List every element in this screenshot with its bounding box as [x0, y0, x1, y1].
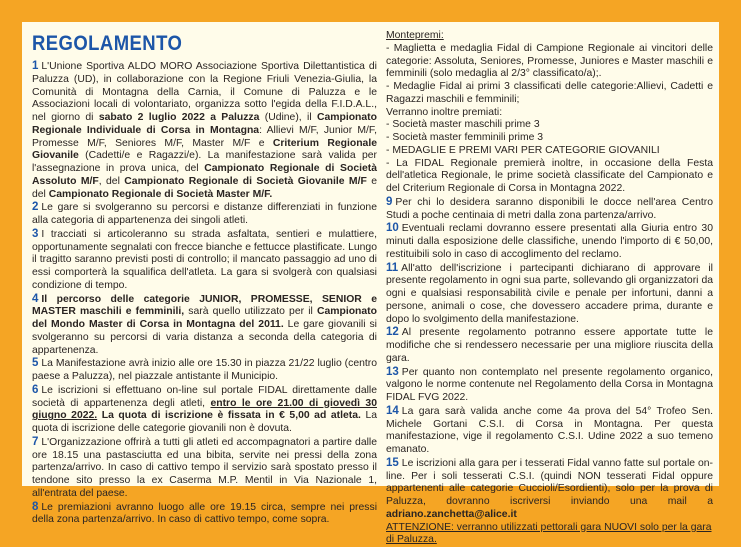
- rule-4: [32, 293, 377, 358]
- rule-number: 2: [32, 201, 38, 213]
- rule-text: Le iscrizioni alla gara per i tesserati Fidal vanno fatte sul portale on-line. Per i soli tesserati C.S.I. (quindi NON tesserati Fidal oppure appartenenti alle categorie Cuccioli/Esordienti), solo per la prova di Paluzza, dovranno iscriversi inviando una mail a adriano.zanchetta@alice.it: [386, 458, 713, 520]
- rule-8: [32, 501, 377, 528]
- rule-text: Le gare si svolgeranno su percorsi e distanze differenziati in funzione alla categoria di appartenenza dei singoli atleti.: [32, 202, 377, 226]
- rule-number: 4: [32, 293, 38, 305]
- rule-text: Al presente regolamento potranno essere apportate tutte le modifiche che si rendessero necessarie per una migliore riuscita della gara.: [386, 327, 713, 364]
- rule-5: [32, 357, 377, 384]
- prize-line: - Società master maschili prime 3: [386, 119, 713, 132]
- rule-number: 3: [32, 228, 38, 240]
- rule-text: Per quanto non contemplato nel presente regolamento organico, valgono le norme contenute nel Regolamento della Corsa in Montagna FIDAL FVG 2022.: [386, 367, 713, 404]
- rule-number: 1: [32, 60, 38, 72]
- rule-number: 13: [386, 366, 399, 378]
- rule-11: [386, 262, 713, 327]
- prize-line: - Medaglie Fidal ai primi 3 classificati delle categorie:Allievi, Cadetti e Ragazzi maschili e femminili;: [386, 81, 713, 107]
- rules-list-right: [386, 196, 713, 522]
- rule-number: 6: [32, 384, 38, 396]
- rule-14: [386, 405, 713, 457]
- prizes-section: [386, 30, 713, 196]
- rule-6: [32, 384, 377, 436]
- prize-line: - La FIDAL Regionale premierà inoltre, in occasione della Festa dell'atletica Regionale, le prime società classificate del Campionato e del Criterium Regionale di Corsa in Montagna 2022.: [386, 158, 713, 196]
- rule-text: I tracciati si articoleranno su strada asfaltata, sentieri e mulattiere, opportunamente segnalati con frecce bianche e fettucce plastificate. Lungo il tragitto saranno previsti posti di controllo; il mancato passaggio ad uno di essi comporterà la squalifica dell'atleta. La gara si svolgerà con qualsiasi condizione di tempo.: [32, 229, 377, 291]
- page-title: REGOLAMENTO: [32, 32, 336, 56]
- rule-number: 14: [386, 405, 399, 417]
- rule-1: [32, 60, 377, 201]
- rule-number: 8: [32, 501, 38, 513]
- rule-text: Le premiazioni avranno luogo alle ore 19.15 circa, sempre nei pressi della zona partenza/arrivo. In caso di cattivo tempo, come sopra.: [32, 502, 377, 526]
- rule-text: La gara sarà valida anche come 4a prova del 54° Trofeo Sen. Michele Gortani C.S.I. di Corsa in Montagna. Per questa manifestazione, vige il regolamento C.S.I. Udine 2022 a suo temeno emanato.: [386, 406, 713, 455]
- rule-10: [386, 222, 713, 261]
- attention-note: ATTENZIONE: verranno utilizzati pettorali gara NUOVI solo per la gara di Paluzza.: [386, 522, 713, 547]
- regolamento-sheet: [22, 22, 719, 486]
- left-column: [32, 22, 377, 527]
- rule-text: All'atto dell'iscrizione i partecipanti dichiarano di approvare il presente regolamento in ogni sua parte, sollevando gli organizzatori da ogni e qualsiasi responsabilità civile e penale per infortuni, danni a persone, animali o cose, che dovessero accadere prima, durante e dopo lo svolgimento della manifestazione.: [386, 263, 713, 325]
- prize-line: Verranno inoltre premiati:: [386, 107, 713, 120]
- rule-9: [386, 196, 713, 223]
- prize-line: - Maglietta e medaglia Fidal di Campione Regionale ai vincitori delle categorie: Assoluta, Seniores, Promesse, Juniores e Master maschili e femminili (solo medaglia al 2/3° classificato/a);.: [386, 43, 713, 81]
- rule-text: Per chi lo desidera saranno disponibili le docce nell'area Centro Studi a poche centinaia di metri dalla zona partenza/arrivo.: [386, 197, 713, 221]
- rule-number: 11: [386, 262, 398, 274]
- rule-13: [386, 366, 713, 405]
- rule-12: [386, 326, 713, 365]
- rule-text: L'Unione Sportiva ALDO MORO Associazione Sportiva Dilettantistica di Paluzza (UD), in collaborazione con la Regione Friuli Venezia-Giulia, la Comunità di Montagna della Carnia, il Comune di Paluzza e le Associazioni locali di volontariato, organizza sotto l'egida della F.I.D.A.L., nel giorno di sabato 2 luglio 2022 a Paluzza (Udine), il Campionato Regionale Individuale di Corsa in Montagna: Allievi M/F, Junior M/F, Promesse M/F, Seniores M/F, Master M/F e Criterium Regionale Giovanile (Cadetti/e e Ragazzi/e). La manifestazione sarà valida per l'assegnazione in prova unica, del Campionato Regionale di Società Assoluto M/F, del Campionato Regionale di Società Giovanile M/F e del Campionato Regionale di Società Master M/F.: [32, 61, 377, 200]
- rules-list-left: [32, 60, 377, 527]
- prize-line: - Società master femminili prime 3: [386, 132, 713, 145]
- rule-number: 5: [32, 357, 38, 369]
- rule-text: Il percorso delle categorie JUNIOR, PROMESSE, SENIOR e MASTER maschili e femminili, sarà quello utilizzato per il Campionato del Mondo Master di Corsa in Montagna del 2011. Le gare giovanili si svolgeranno su percorsi di varia distanza a seconda della categoria di appartenenza.: [32, 294, 377, 356]
- rule-15: [386, 457, 713, 522]
- rule-number: 10: [386, 222, 399, 234]
- rule-number: 7: [32, 436, 38, 448]
- rule-number: 15: [386, 457, 399, 469]
- rule-text: Le iscrizioni si effettuano on-line sul portale FIDAL direttamente dalle società di appartenenza degli atleti, entro le ore 21.00 di giovedì 30 giugno 2022. La quota di iscrizione è fissata in € 5,00 ad atleta. La quota di iscrizione delle categorie giovanili non è dovuta.: [32, 385, 377, 434]
- rule-3: [32, 228, 377, 293]
- rule-7: [32, 436, 377, 501]
- rule-text: Eventuali reclami dovranno essere presentati alla Giuria entro 30 minuti dalla esposizione delle classifiche, unendo l'importo di € 50,00, restituibili solo in caso di accoglimento del reclamo.: [386, 223, 713, 260]
- prize-line: - MEDAGLIE E PREMI VARI PER CATEGORIE GIOVANILI: [386, 145, 713, 158]
- prizes-heading: Montepremi:: [386, 30, 713, 43]
- rule-number: 12: [386, 326, 399, 338]
- rule-text: L'Organizzazione offrirà a tutti gli atleti ed accompagnatori a partire dalle ore 18.15 una pastasciutta ed una bibita, servite nei pressi della zona partenza/arrivo. In caso di cattivo tempo il servizio sarà spostato presso il tendone sito presso la ex Caserma M.P. Mentil in Via Nazionale 1, all'entrata del paese.: [32, 437, 377, 499]
- rule-text: La Manifestazione avrà inizio alle ore 15.30 in piazza 21/22 luglio (centro paese a Paluzza), nel piazzale antistante il Municipio.: [32, 358, 377, 382]
- right-column: [386, 30, 713, 547]
- rule-2: [32, 201, 377, 228]
- rule-number: 9: [386, 196, 392, 208]
